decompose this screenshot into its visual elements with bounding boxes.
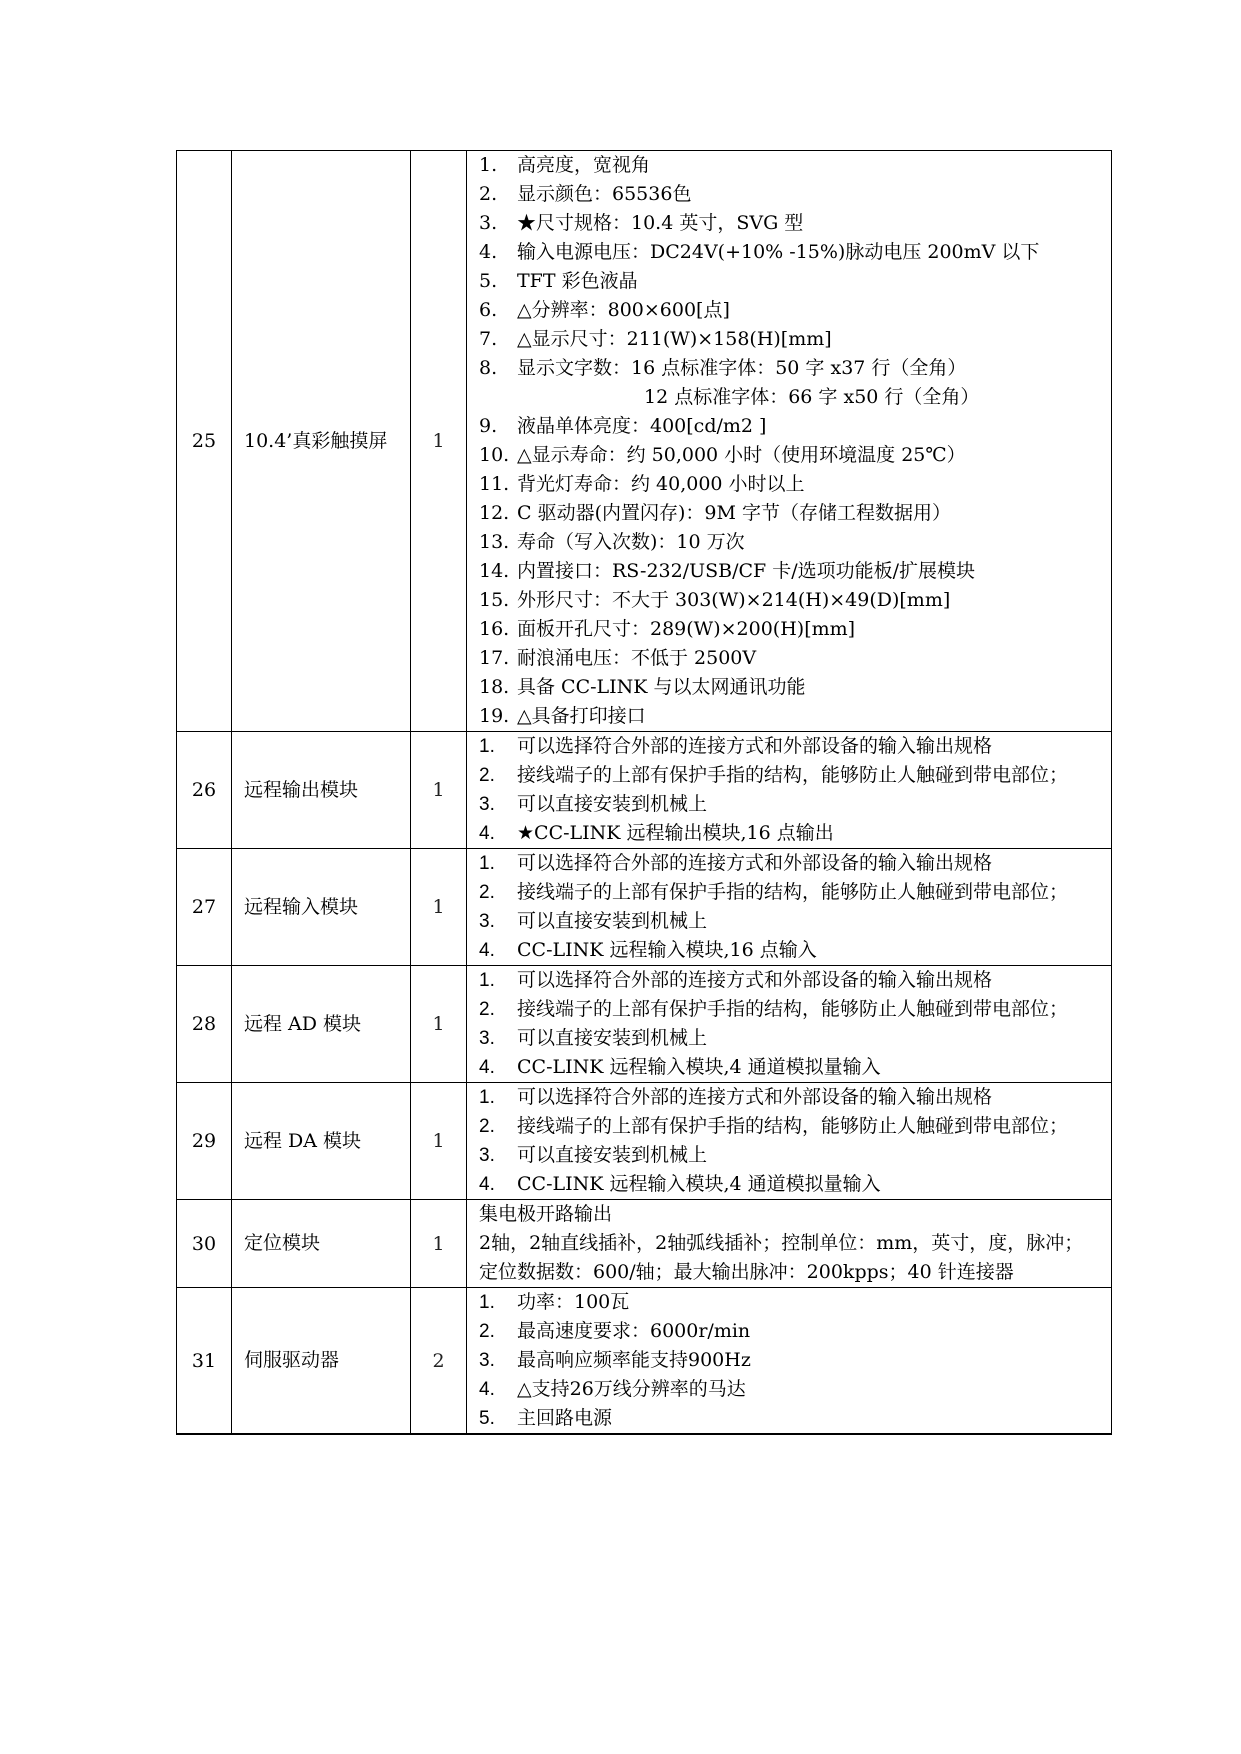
spec-text: 接线端子的上部有保护手指的结构，能够防止人触碰到带电部位； bbox=[517, 998, 1069, 1020]
spec-line bbox=[479, 1375, 1105, 1404]
table-row bbox=[177, 1083, 1112, 1200]
table-row bbox=[177, 1288, 1112, 1435]
spec-text: CC-LINK 远程输入模块,4 通道模拟量输入 bbox=[517, 1173, 881, 1195]
spec-line bbox=[479, 878, 1105, 907]
spec-number: 3. bbox=[479, 1350, 495, 1371]
spec-line bbox=[479, 673, 1105, 702]
spec-line bbox=[479, 1170, 1105, 1199]
spec-paragraph: 集电极开路输出 bbox=[479, 1203, 613, 1225]
spec-number: 16. bbox=[479, 618, 510, 640]
spec-line bbox=[479, 732, 1105, 761]
spec-line bbox=[479, 1404, 1105, 1433]
spec-line bbox=[479, 966, 1105, 995]
spec-number: 1. bbox=[479, 853, 495, 874]
spec-line bbox=[479, 1288, 1105, 1317]
spec-text: 接线端子的上部有保护手指的结构，能够防止人触碰到带电部位； bbox=[517, 764, 1069, 786]
table-row bbox=[177, 1200, 1112, 1288]
spec-text: 耐浪涌电压：不低于 2500V bbox=[517, 647, 757, 669]
spec-text: 具备 CC-LINK 与以太网通讯功能 bbox=[517, 676, 806, 698]
spec-number: 5. bbox=[479, 1408, 495, 1429]
spec-number: 19. bbox=[479, 705, 510, 727]
spec-number: 4. bbox=[479, 241, 498, 263]
spec-line bbox=[479, 1053, 1105, 1082]
spec-number: 1. bbox=[479, 970, 495, 991]
spec-line bbox=[479, 1346, 1105, 1375]
spec-text: CC-LINK 远程输入模块,4 通道模拟量输入 bbox=[517, 1056, 881, 1078]
spec-line bbox=[479, 790, 1105, 819]
spec-number: 8. bbox=[479, 357, 498, 379]
spec-line bbox=[479, 325, 1105, 354]
item-specs bbox=[467, 151, 1112, 732]
spec-text: 外形尺寸：不大于 303(W)×214(H)×49(D)[mm] bbox=[517, 589, 951, 611]
spec-number: 3. bbox=[479, 794, 495, 815]
spec-number bbox=[479, 383, 517, 412]
item-specs bbox=[467, 849, 1112, 966]
spec-text: 输入电源电压：DC24V(+10% -15%)脉动电压 200mV 以下 bbox=[517, 241, 1040, 263]
spec-text: CC-LINK 远程输入模块,16 点输入 bbox=[517, 939, 817, 961]
spec-line bbox=[479, 819, 1105, 848]
spec-line bbox=[479, 151, 1105, 180]
spec-text: 可以选择符合外部的连接方式和外部设备的输入输出规格 bbox=[517, 735, 993, 757]
item-number: 26 bbox=[177, 732, 232, 849]
spec-line bbox=[479, 907, 1105, 936]
spec-text: △支持26万线分辨率的马达 bbox=[517, 1378, 746, 1400]
item-name: 远程输出模块 bbox=[232, 732, 411, 849]
spec-number: 18. bbox=[479, 676, 510, 698]
spec-text: 背光灯寿命：约 40,000 小时以上 bbox=[517, 473, 805, 495]
spec-text: 寿命（写入次数)：10 万次 bbox=[517, 531, 745, 553]
item-name: 远程 DA 模块 bbox=[232, 1083, 411, 1200]
spec-text: 主回路电源 bbox=[517, 1407, 613, 1429]
spec-number: 12. bbox=[479, 502, 510, 524]
spec-line bbox=[479, 354, 1105, 383]
item-quantity: 1 bbox=[411, 732, 467, 849]
spec-number: 3. bbox=[479, 212, 498, 234]
spec-number: 11. bbox=[479, 473, 510, 495]
spec-number: 4. bbox=[479, 940, 495, 961]
spec-line bbox=[479, 238, 1105, 267]
item-specs bbox=[467, 1083, 1112, 1200]
spec-line bbox=[479, 1083, 1105, 1112]
spec-number: 1. bbox=[479, 154, 498, 176]
spec-number: 1. bbox=[479, 1087, 495, 1108]
spec-text: TFT 彩色液晶 bbox=[517, 270, 638, 292]
spec-number: 7. bbox=[479, 328, 498, 350]
spec-text: △显示尺寸：211(W)×158(H)[mm] bbox=[517, 328, 832, 350]
spec-line bbox=[479, 267, 1105, 296]
item-number: 27 bbox=[177, 849, 232, 966]
item-number: 28 bbox=[177, 966, 232, 1083]
spec-text: 可以直接安装到机械上 bbox=[517, 793, 708, 815]
spec-number: 3. bbox=[479, 1145, 495, 1166]
spec-line bbox=[479, 383, 1105, 412]
spec-paragraph: 定位数据数：600/轴；最大输出脉冲：200kpps；40 针连接器 bbox=[479, 1261, 1014, 1283]
spec-text: 可以直接安装到机械上 bbox=[517, 910, 708, 932]
spec-text: 接线端子的上部有保护手指的结构，能够防止人触碰到带电部位； bbox=[517, 1115, 1069, 1137]
table-body bbox=[177, 151, 1112, 1435]
spec-line bbox=[479, 1024, 1105, 1053]
item-quantity: 1 bbox=[411, 849, 467, 966]
spec-number: 2. bbox=[479, 1321, 495, 1342]
item-quantity: 1 bbox=[411, 151, 467, 732]
spec-text: 功率：100瓦 bbox=[517, 1291, 630, 1313]
spec-text: 最高速度要求：6000r/min bbox=[517, 1320, 751, 1342]
spec-text: 高亮度，宽视角 bbox=[517, 154, 651, 176]
spec-line bbox=[479, 1112, 1105, 1141]
spec-number: 5. bbox=[479, 270, 498, 292]
spec-line bbox=[479, 761, 1105, 790]
spec-line bbox=[479, 1141, 1105, 1170]
item-name: 伺服驱动器 bbox=[232, 1288, 411, 1435]
spec-number: 10. bbox=[479, 444, 510, 466]
item-quantity: 2 bbox=[411, 1288, 467, 1435]
spec-line bbox=[479, 644, 1105, 673]
spec-line bbox=[479, 180, 1105, 209]
spec-text: 面板开孔尺寸：289(W)×200(H)[mm] bbox=[517, 618, 856, 640]
spec-text: 接线端子的上部有保护手指的结构，能够防止人触碰到带电部位； bbox=[517, 881, 1069, 903]
table-row bbox=[177, 151, 1112, 732]
spec-number: 4. bbox=[479, 1174, 495, 1195]
spec-number: 2. bbox=[479, 183, 498, 205]
spec-line bbox=[479, 470, 1105, 499]
spec-text: C 驱动器(内置闪存)：9M 字节（存储工程数据用） bbox=[517, 502, 951, 524]
spec-number: 14. bbox=[479, 560, 510, 582]
spec-text: 最高响应频率能支持900Hz bbox=[517, 1349, 751, 1371]
spec-number: 2. bbox=[479, 999, 495, 1020]
item-number: 30 bbox=[177, 1200, 232, 1288]
table-row bbox=[177, 966, 1112, 1083]
item-name: 定位模块 bbox=[232, 1200, 411, 1288]
spec-text: 可以直接安装到机械上 bbox=[517, 1027, 708, 1049]
item-specs bbox=[467, 1288, 1112, 1435]
spec-number: 4. bbox=[479, 1057, 495, 1078]
spec-text: 可以选择符合外部的连接方式和外部设备的输入输出规格 bbox=[517, 969, 993, 991]
spec-text: 显示文字数：16 点标准字体：50 字 x37 行（全角） bbox=[517, 357, 967, 379]
spec-line bbox=[479, 557, 1105, 586]
spec-number: 4. bbox=[479, 1379, 495, 1400]
spec-text: ★CC-LINK 远程输出模块,16 点输出 bbox=[517, 822, 834, 844]
item-specs bbox=[467, 732, 1112, 849]
spec-line bbox=[479, 296, 1105, 325]
spec-number: 1. bbox=[479, 1292, 495, 1313]
spec-line bbox=[479, 441, 1105, 470]
spec-text: 可以直接安装到机械上 bbox=[517, 1144, 708, 1166]
item-quantity: 1 bbox=[411, 1200, 467, 1288]
table-row bbox=[177, 849, 1112, 966]
spec-number: 6. bbox=[479, 299, 498, 321]
spec-text: 液晶单体亮度：400[cd/m2 ] bbox=[517, 415, 767, 437]
spec-text: 可以选择符合外部的连接方式和外部设备的输入输出规格 bbox=[517, 1086, 993, 1108]
spec-line bbox=[479, 209, 1105, 238]
item-quantity: 1 bbox=[411, 966, 467, 1083]
spec-text: △显示寿命：约 50,000 小时（使用环境温度 25℃） bbox=[517, 444, 966, 466]
item-name: 10.4’真彩触摸屏 bbox=[232, 151, 411, 732]
spec-line bbox=[479, 499, 1105, 528]
item-number: 31 bbox=[177, 1288, 232, 1435]
item-number: 29 bbox=[177, 1083, 232, 1200]
spec-number: 1. bbox=[479, 736, 495, 757]
table-row bbox=[177, 732, 1112, 849]
spec-table bbox=[176, 150, 1112, 1435]
spec-number: 2. bbox=[479, 765, 495, 786]
item-number: 25 bbox=[177, 151, 232, 732]
spec-line bbox=[479, 586, 1105, 615]
spec-number: 9. bbox=[479, 415, 498, 437]
spec-line bbox=[479, 702, 1105, 731]
spec-line bbox=[479, 1317, 1105, 1346]
item-name: 远程输入模块 bbox=[232, 849, 411, 966]
item-name: 远程 AD 模块 bbox=[232, 966, 411, 1083]
item-specs bbox=[467, 1200, 1112, 1288]
spec-text: △具备打印接口 bbox=[517, 705, 646, 727]
spec-text: 可以选择符合外部的连接方式和外部设备的输入输出规格 bbox=[517, 852, 993, 874]
spec-line bbox=[479, 615, 1105, 644]
spec-number: 4. bbox=[479, 823, 495, 844]
spec-text: 12 点标准字体：66 字 x50 行（全角） bbox=[644, 386, 980, 408]
spec-number: 3. bbox=[479, 1028, 495, 1049]
spec-line bbox=[479, 995, 1105, 1024]
item-specs bbox=[467, 966, 1112, 1083]
spec-text: 显示颜色：65536色 bbox=[517, 183, 692, 205]
spec-line bbox=[479, 849, 1105, 878]
spec-line bbox=[479, 936, 1105, 965]
spec-line bbox=[479, 412, 1105, 441]
spec-number: 2. bbox=[479, 882, 495, 903]
spec-number: 17. bbox=[479, 647, 510, 669]
spec-number: 13. bbox=[479, 531, 510, 553]
item-quantity: 1 bbox=[411, 1083, 467, 1200]
spec-text: 内置接口：RS-232/USB/CF 卡/选项功能板/扩展模块 bbox=[517, 560, 976, 582]
spec-text: △分辨率：800×600[点] bbox=[517, 299, 730, 321]
spec-number: 3. bbox=[479, 911, 495, 932]
spec-number: 15. bbox=[479, 589, 510, 611]
spec-line bbox=[479, 528, 1105, 557]
spec-text: ★尺寸规格：10.4 英寸，SVG 型 bbox=[517, 212, 804, 234]
spec-number: 2. bbox=[479, 1116, 495, 1137]
spec-paragraph: 2轴，2轴直线插补，2轴弧线插补；控制单位：mm，英寸，度，脉冲； bbox=[479, 1232, 1084, 1254]
